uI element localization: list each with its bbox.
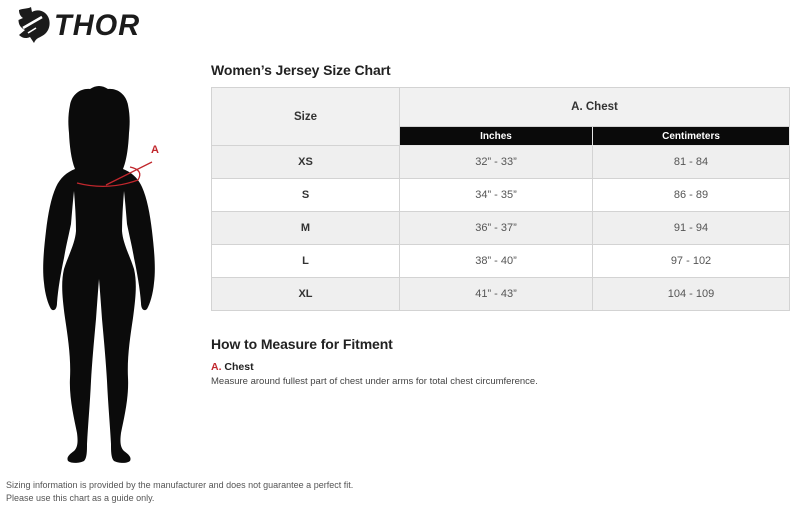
inches-cell: 41” - 43” bbox=[400, 278, 593, 311]
disclaimer bbox=[6, 479, 353, 504]
how-to-measure-heading: How to Measure for Fitment bbox=[211, 336, 393, 352]
size-cell: XS bbox=[212, 146, 400, 179]
size-cell: M bbox=[212, 212, 400, 245]
measure-name: Chest bbox=[224, 361, 254, 373]
size-cell: XL bbox=[212, 278, 400, 311]
page-title: Women’s Jersey Size Chart bbox=[211, 62, 391, 78]
measure-item-chest bbox=[211, 361, 789, 387]
disclaimer-line-1: Sizing information is provided by the manufacturer and does not guarantee a perfect fit. bbox=[6, 480, 354, 490]
thor-helmet-icon bbox=[16, 6, 52, 46]
size-chart-table bbox=[211, 87, 790, 311]
inches-cell: 38” - 40” bbox=[400, 245, 593, 278]
column-header-inches: Inches bbox=[400, 127, 593, 146]
measurement-figure bbox=[20, 75, 210, 475]
table-row-xs bbox=[212, 146, 790, 179]
measure-description: Measure around fullest part of chest under arms for total chest circumference. bbox=[211, 376, 538, 387]
inches-cell: 34” - 35” bbox=[400, 179, 593, 212]
centimeters-cell: 91 - 94 bbox=[593, 212, 790, 245]
centimeters-cell: 81 - 84 bbox=[593, 146, 790, 179]
silhouette-body bbox=[43, 86, 155, 463]
measure-key: A. bbox=[211, 361, 222, 373]
main-content bbox=[211, 62, 789, 387]
table-row-xl bbox=[212, 278, 790, 311]
measure-item-title bbox=[211, 361, 789, 373]
centimeters-cell: 86 - 89 bbox=[593, 179, 790, 212]
brand-name: THOR bbox=[54, 9, 141, 42]
size-cell: L bbox=[212, 245, 400, 278]
inches-cell: 32” - 33” bbox=[400, 146, 593, 179]
centimeters-cell: 104 - 109 bbox=[593, 278, 790, 311]
thor-logo bbox=[16, 6, 140, 46]
table-row-s bbox=[212, 179, 790, 212]
column-header-chest: A. Chest bbox=[400, 88, 790, 127]
disclaimer-line-2: Please use this chart as a guide only. bbox=[6, 492, 155, 503]
size-cell: S bbox=[212, 179, 400, 212]
table-row-m bbox=[212, 212, 790, 245]
inches-cell: 36” - 37” bbox=[400, 212, 593, 245]
figure-label-a: A bbox=[151, 144, 159, 156]
centimeters-cell: 97 - 102 bbox=[593, 245, 790, 278]
female-silhouette bbox=[20, 75, 210, 475]
table-row-l bbox=[212, 245, 790, 278]
column-header-centimeters: Centimeters bbox=[593, 127, 790, 146]
column-header-size: Size bbox=[212, 88, 400, 146]
